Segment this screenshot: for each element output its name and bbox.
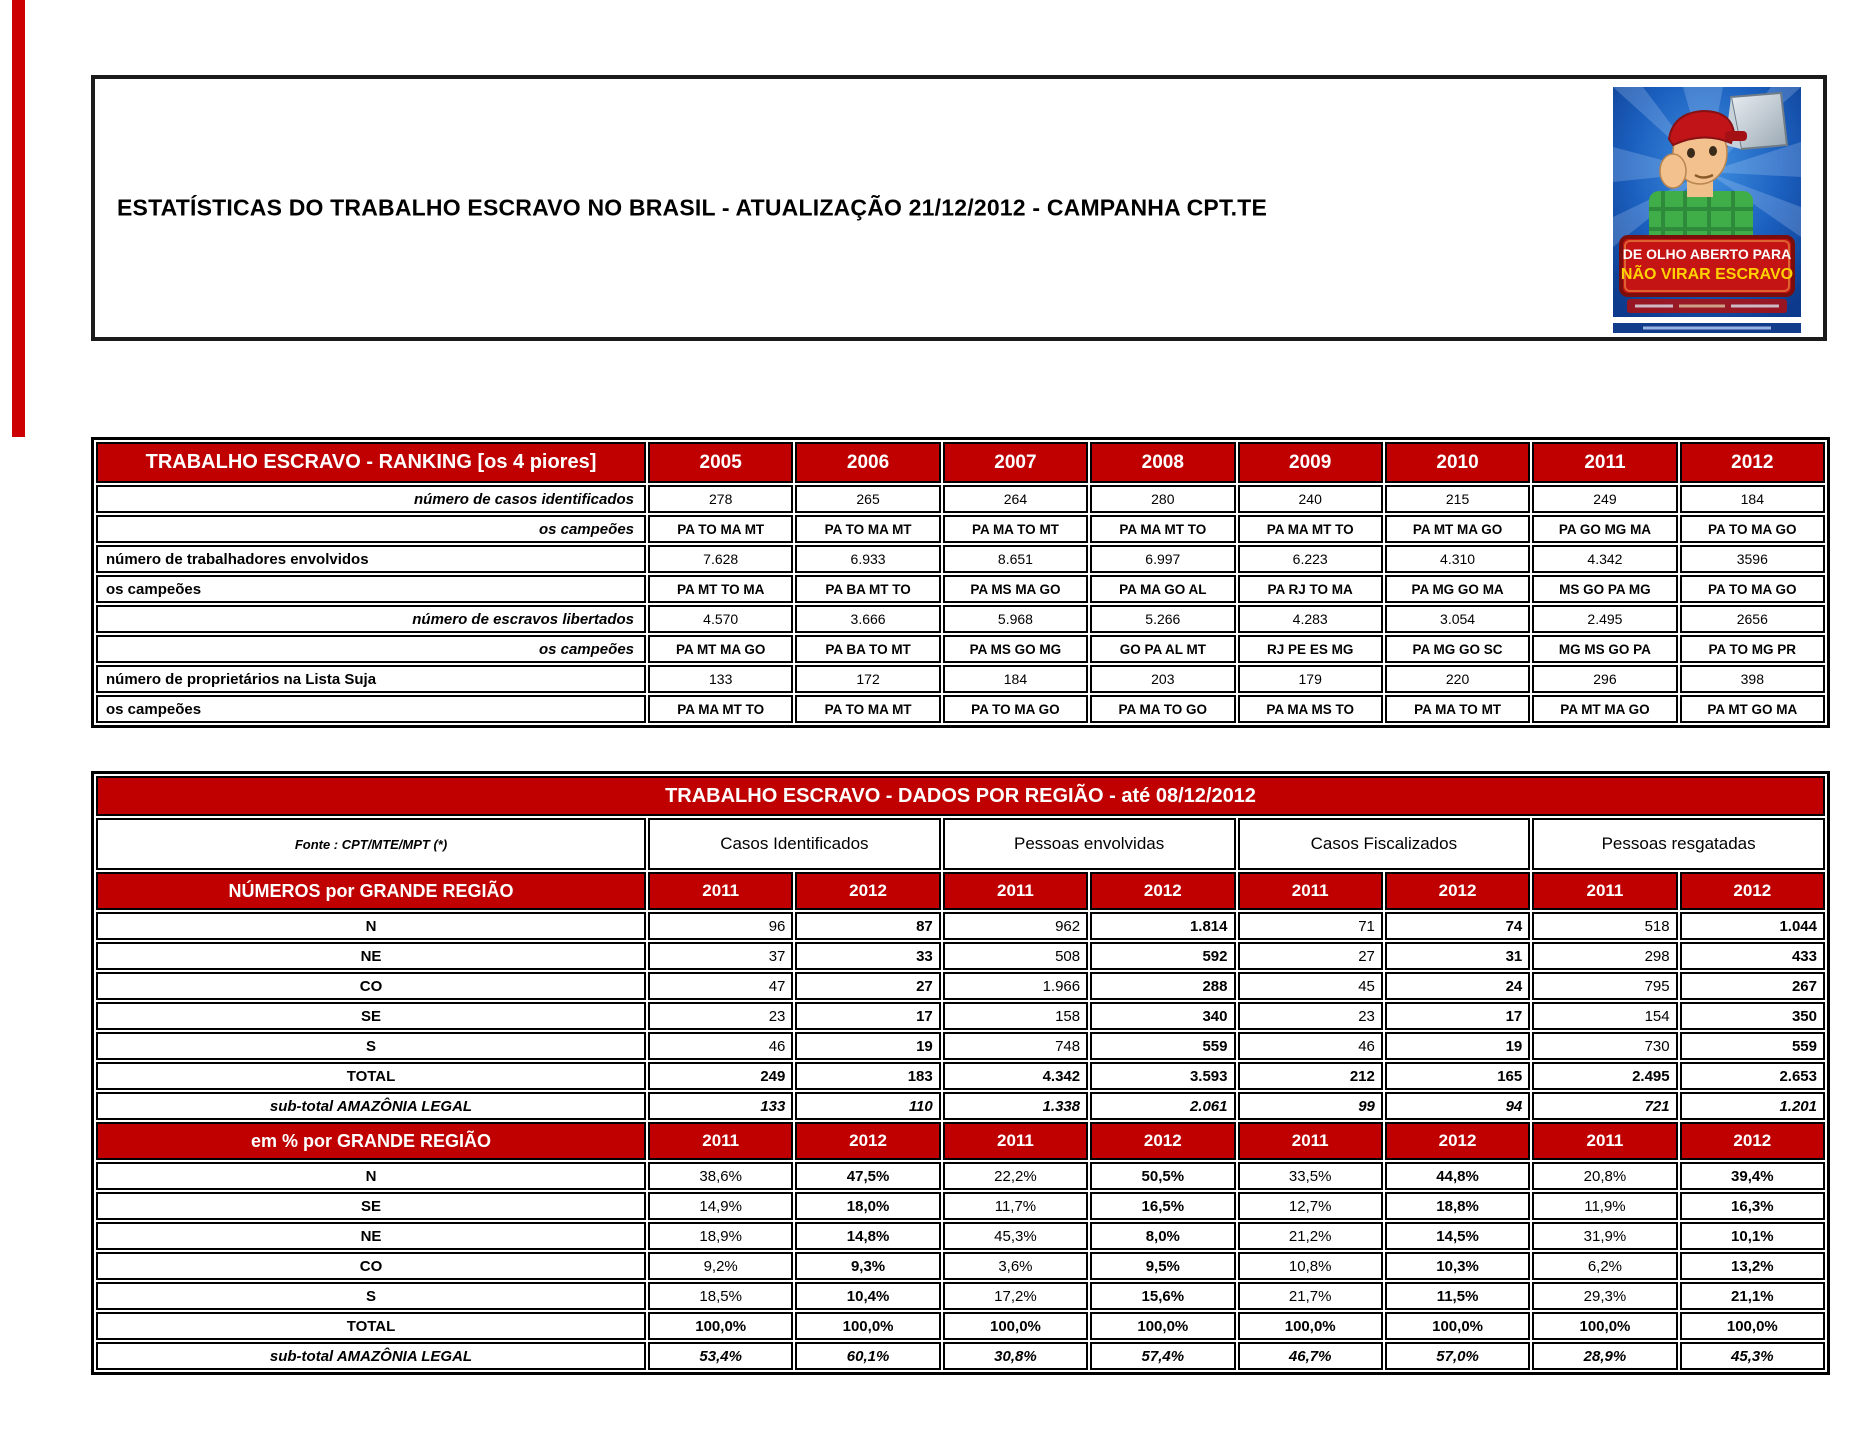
ranking-value-cell: 240 <box>1238 485 1383 513</box>
region-value-cell: 1.201 <box>1680 1092 1825 1120</box>
ranking-year-header: 2011 <box>1532 442 1677 483</box>
ranking-year-header: 2009 <box>1238 442 1383 483</box>
region-row-label: sub-total AMAZÔNIA LEGAL <box>96 1342 646 1370</box>
region-table-row <box>96 972 1825 1000</box>
region-table-row <box>96 1092 1825 1120</box>
ranking-value-cell: PA TO MA MT <box>795 695 940 723</box>
ranking-table-row <box>96 575 1825 603</box>
ranking-value-cell: MG MS GO PA <box>1532 635 1677 663</box>
region-value-cell: 20,8% <box>1532 1162 1677 1190</box>
ranking-value-cell: 5.266 <box>1090 605 1235 633</box>
region-value-cell: 100,0% <box>1680 1312 1825 1340</box>
region-value-cell: 3.593 <box>1090 1062 1235 1090</box>
ranking-value-cell: 215 <box>1385 485 1530 513</box>
ranking-value-cell: PA MA MT TO <box>1238 515 1383 543</box>
region-year-header: 2012 <box>795 872 940 910</box>
region-value-cell: 183 <box>795 1062 940 1090</box>
ranking-value-cell: MS GO PA MG <box>1532 575 1677 603</box>
ranking-table-row <box>96 515 1825 543</box>
region-percent-body <box>96 1162 1825 1370</box>
ranking-year-header: 2008 <box>1090 442 1235 483</box>
region-value-cell: 267 <box>1680 972 1825 1000</box>
region-table-row <box>96 1062 1825 1090</box>
region-year-header: 2011 <box>943 872 1088 910</box>
region-value-cell: 3,6% <box>943 1252 1088 1280</box>
region-value-cell: 730 <box>1532 1032 1677 1060</box>
region-row-label: SE <box>96 1002 646 1030</box>
ranking-value-cell: 8.651 <box>943 545 1088 573</box>
ranking-value-cell: PA MA MS TO <box>1238 695 1383 723</box>
region-value-cell: 154 <box>1532 1002 1677 1030</box>
ranking-value-cell: 220 <box>1385 665 1530 693</box>
logo-banner-line1: DE OLHO ABERTO PARA <box>1622 246 1792 262</box>
ranking-value-cell: PA MA MT TO <box>1090 515 1235 543</box>
region-value-cell: 11,7% <box>943 1192 1088 1220</box>
region-value-cell: 46 <box>648 1032 793 1060</box>
ranking-value-cell: 3.054 <box>1385 605 1530 633</box>
region-value-cell: 17 <box>795 1002 940 1030</box>
ranking-year-header: 2006 <box>795 442 940 483</box>
ranking-value-cell: PA MG GO MA <box>1385 575 1530 603</box>
region-year-header: 2011 <box>1238 872 1383 910</box>
region-value-cell: 31,9% <box>1532 1222 1677 1250</box>
logo-banner <box>1621 237 1793 313</box>
ranking-row-label: os campeões <box>96 695 646 723</box>
region-year-header: 2011 <box>1238 1122 1383 1160</box>
ranking-value-cell: PA MA MT TO <box>648 695 793 723</box>
region-value-cell: 100,0% <box>1385 1312 1530 1340</box>
ranking-value-cell: 2.495 <box>1532 605 1677 633</box>
ranking-value-cell: PA TO MA MT <box>648 515 793 543</box>
ranking-table-row <box>96 485 1825 513</box>
region-value-cell: 23 <box>1238 1002 1383 1030</box>
ranking-year-row <box>96 442 1825 483</box>
region-value-cell: 212 <box>1238 1062 1383 1090</box>
ranking-value-cell: 2656 <box>1680 605 1825 633</box>
region-value-cell: 340 <box>1090 1002 1235 1030</box>
region-value-cell: 45,3% <box>1680 1342 1825 1370</box>
region-value-cell: 19 <box>795 1032 940 1060</box>
region-value-cell: 21,7% <box>1238 1282 1383 1310</box>
region-year-header: 2012 <box>1680 1122 1825 1160</box>
region-value-cell: 592 <box>1090 942 1235 970</box>
region-value-cell: 38,6% <box>648 1162 793 1190</box>
region-row-label: TOTAL <box>96 1312 646 1340</box>
region-year-header: 2012 <box>1385 872 1530 910</box>
region-value-cell: 11,5% <box>1385 1282 1530 1310</box>
logo-small-text-strip <box>1627 299 1787 313</box>
region-title-row <box>96 776 1825 816</box>
region-value-cell: 10,4% <box>795 1282 940 1310</box>
region-year-header: 2012 <box>795 1122 940 1160</box>
ranking-value-cell: PA MA TO MT <box>1385 695 1530 723</box>
ranking-value-cell: PA MA TO MT <box>943 515 1088 543</box>
region-value-cell: 19 <box>1385 1032 1530 1060</box>
region-value-cell: 748 <box>943 1032 1088 1060</box>
region-value-cell: 165 <box>1385 1062 1530 1090</box>
region-value-cell: 249 <box>648 1062 793 1090</box>
region-value-cell: 110 <box>795 1092 940 1120</box>
left-edge-red-strip <box>12 0 25 437</box>
region-value-cell: 559 <box>1090 1032 1235 1060</box>
ranking-table-row <box>96 635 1825 663</box>
ranking-value-cell: 7.628 <box>648 545 793 573</box>
logo-bottom-bar <box>1613 317 1801 333</box>
region-value-cell: 2.653 <box>1680 1062 1825 1090</box>
ranking-value-cell: PA MS GO MG <box>943 635 1088 663</box>
region-value-cell: 4.342 <box>943 1062 1088 1090</box>
region-table-row <box>96 1252 1825 1280</box>
ranking-value-cell: PA MA GO AL <box>1090 575 1235 603</box>
region-value-cell: 31 <box>1385 942 1530 970</box>
region-value-cell: 2.061 <box>1090 1092 1235 1120</box>
ranking-row-label: número de proprietários na Lista Suja <box>96 665 646 693</box>
region-value-cell: 74 <box>1385 912 1530 940</box>
ranking-value-cell: 264 <box>943 485 1088 513</box>
region-table <box>91 771 1830 1375</box>
ranking-value-cell: 4.570 <box>648 605 793 633</box>
ranking-table-grid <box>94 440 1827 725</box>
ranking-value-cell: PA MT MA GO <box>1532 695 1677 723</box>
ranking-value-cell: PA TO MA GO <box>1680 515 1825 543</box>
ranking-row-label: os campeões <box>96 575 646 603</box>
ranking-row-label: número de casos identificados <box>96 485 646 513</box>
region-value-cell: 158 <box>943 1002 1088 1030</box>
region-value-cell: 46,7% <box>1238 1342 1383 1370</box>
region-value-cell: 47,5% <box>795 1162 940 1190</box>
ranking-value-cell: 6.223 <box>1238 545 1383 573</box>
ranking-value-cell: 184 <box>943 665 1088 693</box>
region-value-cell: 27 <box>795 972 940 1000</box>
region-value-cell: 133 <box>648 1092 793 1120</box>
region-value-cell: 45,3% <box>943 1222 1088 1250</box>
region-value-cell: 39,4% <box>1680 1162 1825 1190</box>
region-value-cell: 1.044 <box>1680 912 1825 940</box>
region-value-cell: 30,8% <box>943 1342 1088 1370</box>
ranking-row-label: os campeões <box>96 635 646 663</box>
region-value-cell: 29,3% <box>1532 1282 1677 1310</box>
region-value-cell: 71 <box>1238 912 1383 940</box>
ranking-value-cell: 3.666 <box>795 605 940 633</box>
ranking-value-cell: PA TO MA GO <box>1680 575 1825 603</box>
ranking-value-cell: PA BA TO MT <box>795 635 940 663</box>
hand <box>1660 154 1686 188</box>
ranking-table-body <box>96 485 1825 723</box>
region-value-cell: 100,0% <box>1090 1312 1235 1340</box>
region-table-row <box>96 1162 1825 1190</box>
region-value-cell: 17 <box>1385 1002 1530 1030</box>
region-row-label: N <box>96 1162 646 1190</box>
region-value-cell: 10,1% <box>1680 1222 1825 1250</box>
region-value-cell: 100,0% <box>795 1312 940 1340</box>
region-value-cell: 46 <box>1238 1032 1383 1060</box>
region-value-cell: 9,5% <box>1090 1252 1235 1280</box>
ranking-year-header: 2010 <box>1385 442 1530 483</box>
region-table-row <box>96 1192 1825 1220</box>
region-value-cell: 6,2% <box>1532 1252 1677 1280</box>
region-year-row <box>96 1122 1825 1160</box>
region-year-header: 2011 <box>648 1122 793 1160</box>
ranking-value-cell: 280 <box>1090 485 1235 513</box>
region-row-label: S <box>96 1282 646 1310</box>
region-value-cell: 298 <box>1532 942 1677 970</box>
ranking-value-cell: PA GO MG MA <box>1532 515 1677 543</box>
ranking-value-cell: GO PA AL MT <box>1090 635 1235 663</box>
ranking-value-cell: 296 <box>1532 665 1677 693</box>
region-value-cell: 1.338 <box>943 1092 1088 1120</box>
region-value-cell: 8,0% <box>1090 1222 1235 1250</box>
ranking-value-cell: 4.310 <box>1385 545 1530 573</box>
header-box <box>91 75 1827 341</box>
ranking-value-cell: PA MA TO GO <box>1090 695 1235 723</box>
region-value-cell: 21,1% <box>1680 1282 1825 1310</box>
region-value-cell: 18,5% <box>648 1282 793 1310</box>
region-row-label: NE <box>96 1222 646 1250</box>
ranking-year-header: 2005 <box>648 442 793 483</box>
ranking-year-header: 2007 <box>943 442 1088 483</box>
ranking-table-title: TRABALHO ESCRAVO - RANKING [os 4 piores] <box>96 442 646 483</box>
region-value-cell: 60,1% <box>795 1342 940 1370</box>
region-value-cell: 53,4% <box>648 1342 793 1370</box>
region-value-cell: 100,0% <box>1532 1312 1677 1340</box>
ranking-value-cell: PA TO MG PR <box>1680 635 1825 663</box>
ranking-row-label: número de escravos libertados <box>96 605 646 633</box>
region-value-cell: 9,2% <box>648 1252 793 1280</box>
region-value-cell: 15,6% <box>1090 1282 1235 1310</box>
region-value-cell: 57,0% <box>1385 1342 1530 1370</box>
region-table-title: TRABALHO ESCRAVO - DADOS POR REGIÃO - até 08/12/2012 <box>96 776 1825 816</box>
region-value-cell: 9,3% <box>795 1252 940 1280</box>
region-value-cell: 44,8% <box>1385 1162 1530 1190</box>
region-year-row <box>96 872 1825 910</box>
region-value-cell: 23 <box>648 1002 793 1030</box>
ranking-table-row <box>96 695 1825 723</box>
ranking-value-cell: 203 <box>1090 665 1235 693</box>
region-value-cell: 13,2% <box>1680 1252 1825 1280</box>
region-row-label: SE <box>96 1192 646 1220</box>
region-value-cell: 1.966 <box>943 972 1088 1000</box>
region-table-row <box>96 1282 1825 1310</box>
region-year-header: 2011 <box>943 1122 1088 1160</box>
region-value-cell: 21,2% <box>1238 1222 1383 1250</box>
region-row-label: CO <box>96 972 646 1000</box>
region-table-row <box>96 942 1825 970</box>
region-value-cell: 16,3% <box>1680 1192 1825 1220</box>
ranking-value-cell: 179 <box>1238 665 1383 693</box>
region-row-label: TOTAL <box>96 1062 646 1090</box>
region-value-cell: 559 <box>1680 1032 1825 1060</box>
ranking-value-cell: PA MT GO MA <box>1680 695 1825 723</box>
region-numbers-section-header: NÚMEROS por GRANDE REGIÃO <box>96 872 646 910</box>
region-value-cell: 10,3% <box>1385 1252 1530 1280</box>
region-table-row <box>96 912 1825 940</box>
ranking-table <box>91 437 1830 728</box>
region-value-cell: 508 <box>943 942 1088 970</box>
region-value-cell: 22,2% <box>943 1162 1088 1190</box>
region-percent-section-header: em % por GRANDE REGIÃO <box>96 1122 646 1160</box>
region-value-cell: 11,9% <box>1532 1192 1677 1220</box>
ranking-table-row <box>96 665 1825 693</box>
ranking-value-cell: 265 <box>795 485 940 513</box>
ranking-value-cell: PA TO MA GO <box>943 695 1088 723</box>
region-table-row <box>96 1032 1825 1060</box>
ranking-value-cell: 4.342 <box>1532 545 1677 573</box>
region-table-row <box>96 1222 1825 1250</box>
region-year-header: 2011 <box>648 872 793 910</box>
region-value-cell: 962 <box>943 912 1088 940</box>
ranking-value-cell: 6.997 <box>1090 545 1235 573</box>
region-value-cell: 433 <box>1680 942 1825 970</box>
region-row-label: sub-total AMAZÔNIA LEGAL <box>96 1092 646 1120</box>
region-value-cell: 16,5% <box>1090 1192 1235 1220</box>
region-value-cell: 99 <box>1238 1092 1383 1120</box>
ranking-value-cell: 4.283 <box>1238 605 1383 633</box>
ranking-value-cell: PA MT TO MA <box>648 575 793 603</box>
region-value-cell: 50,5% <box>1090 1162 1235 1190</box>
region-value-cell: 17,2% <box>943 1282 1088 1310</box>
region-table-row <box>96 1002 1825 1030</box>
region-value-cell: 795 <box>1532 972 1677 1000</box>
ranking-row-label: número de trabalhadores envolvidos <box>96 545 646 573</box>
ranking-value-cell: PA TO MA MT <box>795 515 940 543</box>
region-value-cell: 2.495 <box>1532 1062 1677 1090</box>
region-year-header: 2012 <box>1090 872 1235 910</box>
region-value-cell: 18,0% <box>795 1192 940 1220</box>
region-value-cell: 100,0% <box>648 1312 793 1340</box>
region-value-cell: 28,9% <box>1532 1342 1677 1370</box>
region-value-cell: 518 <box>1532 912 1677 940</box>
region-value-cell: 33 <box>795 942 940 970</box>
region-value-cell: 100,0% <box>943 1312 1088 1340</box>
campaign-logo-art <box>1613 87 1801 333</box>
region-value-cell: 27 <box>1238 942 1383 970</box>
region-value-cell: 14,5% <box>1385 1222 1530 1250</box>
region-year-header: 2012 <box>1680 872 1825 910</box>
ranking-value-cell: RJ PE ES MG <box>1238 635 1383 663</box>
region-group-header: Pessoas resgatadas <box>1532 818 1825 870</box>
ranking-table-row <box>96 605 1825 633</box>
region-value-cell: 57,4% <box>1090 1342 1235 1370</box>
ranking-value-cell: 249 <box>1532 485 1677 513</box>
region-row-label: CO <box>96 1252 646 1280</box>
region-value-cell: 100,0% <box>1238 1312 1383 1340</box>
region-year-header: 2011 <box>1532 1122 1677 1160</box>
region-year-header: 2012 <box>1090 1122 1235 1160</box>
region-value-cell: 10,8% <box>1238 1252 1383 1280</box>
ranking-value-cell: 398 <box>1680 665 1825 693</box>
region-row-label: N <box>96 912 646 940</box>
ranking-value-cell: 184 <box>1680 485 1825 513</box>
region-group-row <box>96 818 1825 870</box>
ranking-value-cell: PA MT MA GO <box>1385 515 1530 543</box>
region-value-cell: 12,7% <box>1238 1192 1383 1220</box>
campaign-logo <box>1613 87 1801 333</box>
ranking-value-cell: 172 <box>795 665 940 693</box>
region-value-cell: 18,9% <box>648 1222 793 1250</box>
region-value-cell: 94 <box>1385 1092 1530 1120</box>
region-value-cell: 18,8% <box>1385 1192 1530 1220</box>
ranking-value-cell: 133 <box>648 665 793 693</box>
region-year-header: 2011 <box>1532 872 1677 910</box>
ranking-value-cell: PA BA MT TO <box>795 575 940 603</box>
region-value-cell: 47 <box>648 972 793 1000</box>
ranking-value-cell: PA MS MA GO <box>943 575 1088 603</box>
region-table-row <box>96 1312 1825 1340</box>
region-group-header: Casos Identificados <box>648 818 941 870</box>
ranking-value-cell: 3596 <box>1680 545 1825 573</box>
logo-banner-line2: NÃO VIRAR ESCRAVO <box>1620 266 1794 283</box>
ranking-table-row <box>96 545 1825 573</box>
region-value-cell: 14,9% <box>648 1192 793 1220</box>
region-table-row <box>96 1342 1825 1370</box>
region-group-header: Casos Fiscalizados <box>1238 818 1531 870</box>
region-value-cell: 87 <box>795 912 940 940</box>
region-value-cell: 24 <box>1385 972 1530 1000</box>
region-value-cell: 37 <box>648 942 793 970</box>
region-row-label: NE <box>96 942 646 970</box>
ranking-value-cell: 278 <box>648 485 793 513</box>
region-group-header: Pessoas envolvidas <box>943 818 1236 870</box>
region-value-cell: 45 <box>1238 972 1383 1000</box>
ranking-value-cell: 5.968 <box>943 605 1088 633</box>
region-value-cell: 1.814 <box>1090 912 1235 940</box>
region-value-cell: 288 <box>1090 972 1235 1000</box>
region-row-label: S <box>96 1032 646 1060</box>
region-table-grid <box>94 774 1827 1372</box>
ranking-year-header: 2012 <box>1680 442 1825 483</box>
region-value-cell: 96 <box>648 912 793 940</box>
ranking-value-cell: PA MG GO SC <box>1385 635 1530 663</box>
region-source-cell: Fonte : CPT/MTE/MPT (*) <box>96 818 646 870</box>
ranking-row-label: os campeões <box>96 515 646 543</box>
region-value-cell: 350 <box>1680 1002 1825 1030</box>
ranking-value-cell: PA MT MA GO <box>648 635 793 663</box>
region-value-cell: 33,5% <box>1238 1162 1383 1190</box>
ranking-value-cell: PA RJ TO MA <box>1238 575 1383 603</box>
ranking-value-cell: 6.933 <box>795 545 940 573</box>
region-numbers-body <box>96 912 1825 1120</box>
region-year-header: 2012 <box>1385 1122 1530 1160</box>
region-value-cell: 721 <box>1532 1092 1677 1120</box>
page-title: ESTATÍSTICAS DO TRABALHO ESCRAVO NO BRASIL - ATUALIZAÇÃO 21/12/2012 - CAMPANHA CPT.TE <box>117 194 1268 221</box>
region-value-cell: 14,8% <box>795 1222 940 1250</box>
